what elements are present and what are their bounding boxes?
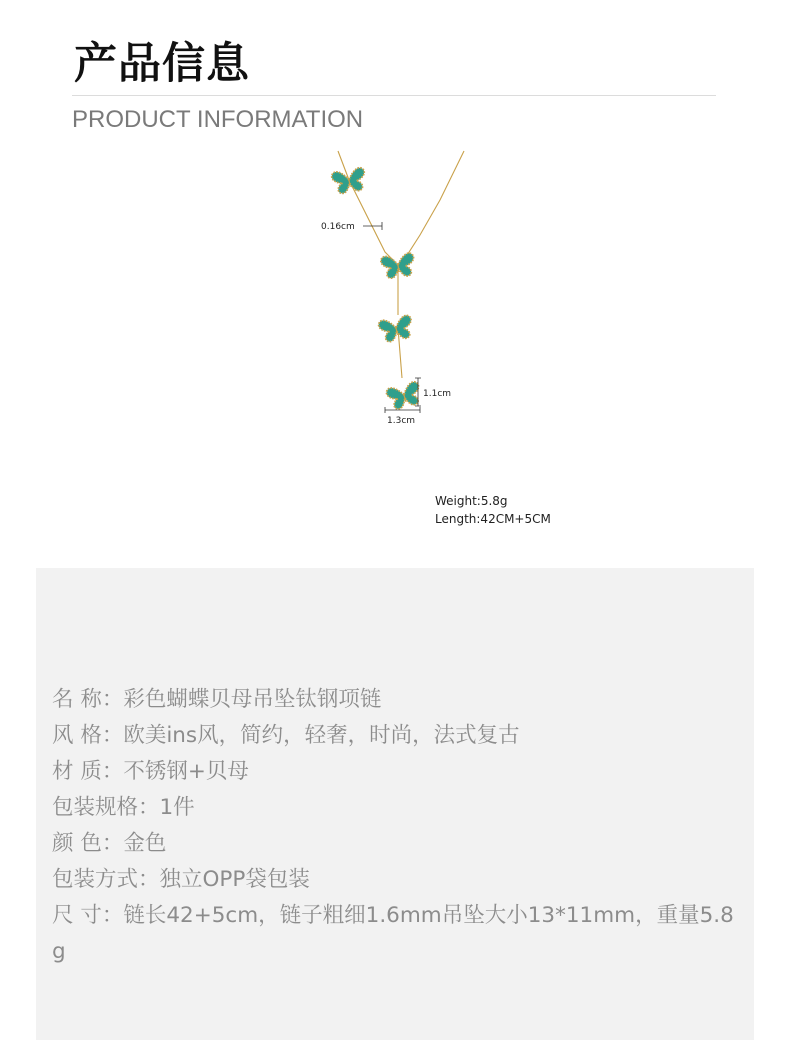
butterfly-pendant-4 bbox=[385, 381, 423, 411]
pendant-height-label: 1.1cm bbox=[423, 389, 452, 399]
chain-thickness-dimension bbox=[363, 222, 382, 230]
title-divider bbox=[72, 95, 716, 96]
info-row-size: 尺 寸：链长42+5cm，链子粗细1.6mm吊坠大小13*11mm，重量5.8g bbox=[52, 903, 734, 964]
product-info-list bbox=[52, 682, 738, 970]
page-subtitle: PRODUCT INFORMATION bbox=[72, 106, 364, 133]
info-row-material: 材 质：不锈钢+贝母 bbox=[52, 759, 249, 784]
info-row-packaging: 包装方式：独立OPP袋包装 bbox=[52, 867, 310, 892]
product-image bbox=[0, 140, 790, 560]
butterfly-pendant-1 bbox=[331, 167, 367, 195]
weight-spec: Weight:5.8g bbox=[435, 494, 508, 508]
chain-thickness-label: 0.16cm bbox=[321, 222, 355, 232]
info-row-name: 名 称：彩色蝴蝶贝母吊坠钛钢项链 bbox=[52, 687, 382, 712]
info-row-package-spec: 包装规格：1件 bbox=[52, 795, 195, 820]
pendant-width-label: 1.3cm bbox=[387, 416, 416, 426]
pendant-width-dimension bbox=[385, 407, 420, 413]
page-title: 产品信息 bbox=[74, 39, 250, 89]
info-row-style: 风 格：欧美ins风，简约，轻奢，时尚，法式复古 bbox=[52, 723, 520, 748]
product-info-panel bbox=[36, 568, 754, 1040]
butterfly-pendant-3 bbox=[378, 315, 415, 344]
length-spec: Length:42CM+5CM bbox=[435, 512, 551, 526]
info-row-color: 颜 色：金色 bbox=[52, 831, 167, 856]
